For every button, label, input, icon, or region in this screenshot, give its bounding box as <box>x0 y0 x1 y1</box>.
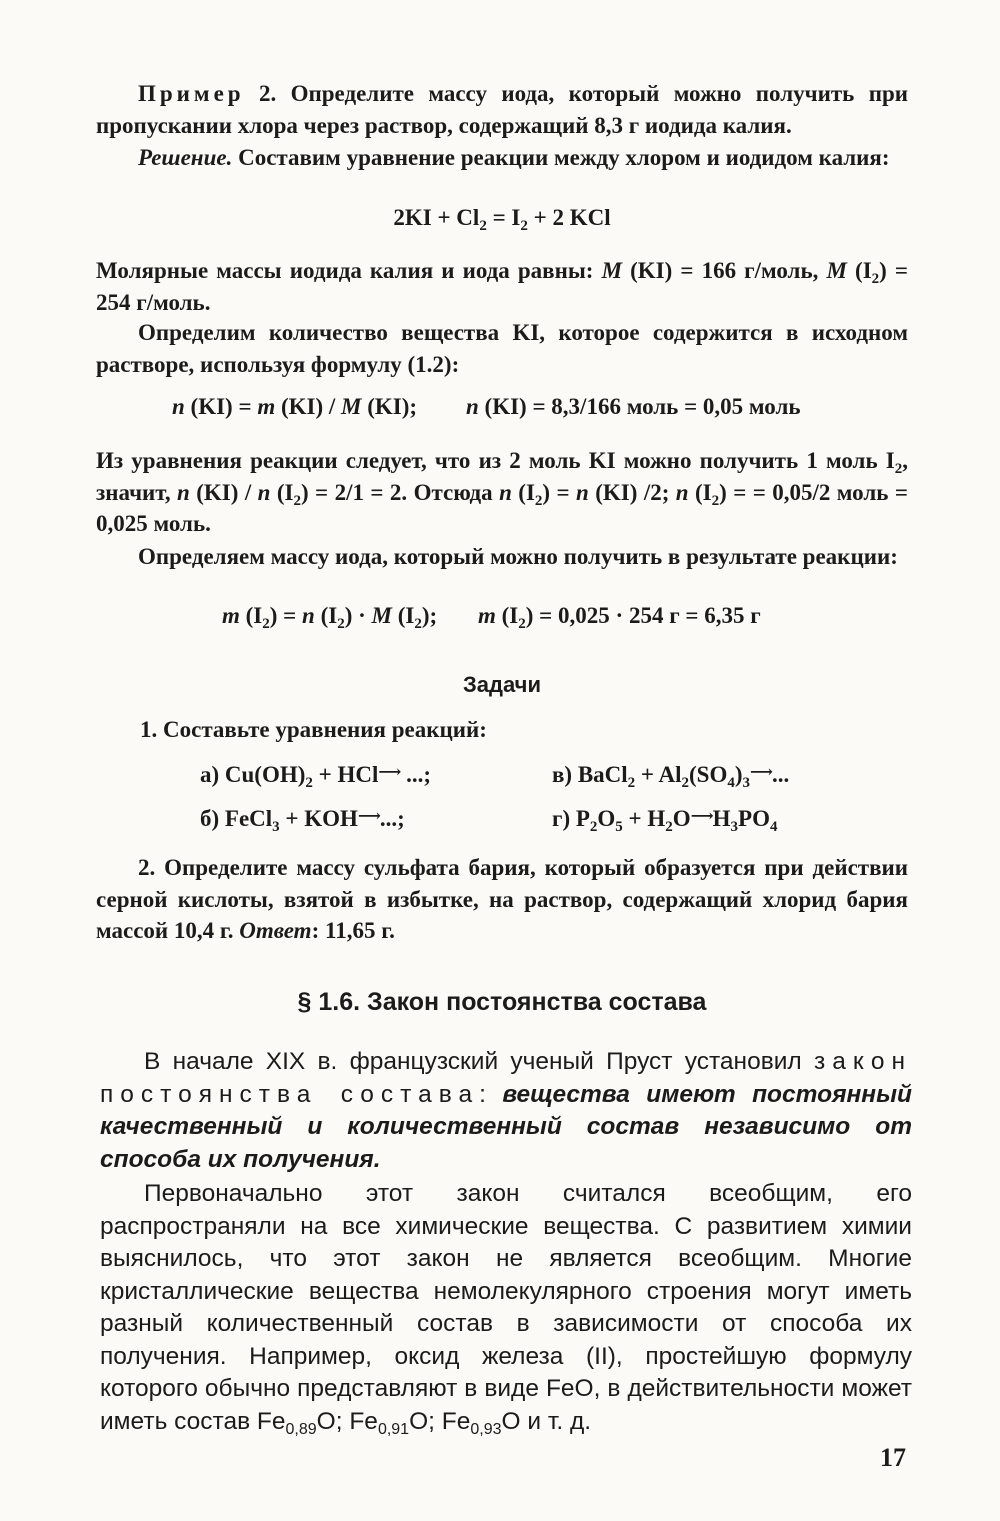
amount-calculation: n (KI) = 8,3/166 моль = 0,05 моль <box>466 394 801 419</box>
task-1-text: 1. Составьте уравнения реакций: <box>140 717 487 742</box>
task-1c: б) FeCl$_3$ + KOH⟶...; <box>200 806 405 835</box>
task-2: 2. Определите массу сульфата бария, который образуется при действии серной кислоты, взятой в избытке, на раствор, содержащий хлорид бария массой 10,4 г. Ответ: 11,65 г. <box>96 855 908 943</box>
task-1a: а) $Cu(OH)_2 + HCl^⟶$ ...; <box>200 762 432 791</box>
solution-paragraph <box>96 142 908 174</box>
amount-intro: Определим количество вещества KI, которое содержится в исходном растворе, используя формулу (1.2): <box>96 320 908 377</box>
task-1d: г) $P_2O_5 + H_2O^⟶H_3PO_4$ <box>552 806 778 835</box>
amount-formula: n (KI) = m (KI) / M (KI); <box>172 394 418 419</box>
section-heading: § 1.6. Закон постоянства состава <box>297 988 707 1016</box>
example-paragraph <box>96 78 908 141</box>
example-text: 2. Определите массу иода, который можно получить при пропускании хлора через раствор, содержащий 8,3 г иодида калия. <box>96 81 908 138</box>
mass-calculation: m $(I_2) = 0,025 \cdot 254$ г = 6,35 г <box>478 603 761 632</box>
mass-intro: Определяем массу иода, который можно получить в результате реакции: <box>138 544 898 569</box>
tasks-heading: Задачи <box>463 672 541 697</box>
law-paragraph: В начале XIX в. французский ученый Пруст установил закон постоянства состава: вещества имеют постоянный качественный и количественный состав независимо от способа их получения. <box>100 1048 912 1173</box>
solution-label: Решение. <box>138 145 233 170</box>
mass-formula: m $(I_2) = n$ $(I_2) \cdot M$ $(I_2)$; <box>222 603 438 632</box>
composition-paragraph: Первоначально этот закон считался всеобщим, его распространяли на все химические вещества. С развитием химии выяснилось, что этот закон не является всеобщим. Многие кристаллические вещества немолекулярного строения могут иметь разный количественный состав в зависимости от способа их получения. Например, оксид железа (II), простейшую формулу которого обычно представляют в виде FeO, в действительности может иметь состав $Fe_{0,89}O$; $Fe_{0,91}O$; $Fe_{0,93}O$ и т. д. <box>100 1180 912 1438</box>
molar-mass-paragraph: Молярные массы иодида калия и иода равны: M (KI) = 166 г/моль, M $(I_2) = 254$ г/моль. <box>96 258 908 315</box>
page-number: 17 <box>880 1443 906 1472</box>
example-label: Пример <box>138 81 245 106</box>
solution-text: Составим уравнение реакции между хлором и иодидом калия: <box>232 145 890 170</box>
task-1b: в) BaCl$_2$ + $Al_2(SO_4)_3^⟶$... <box>552 762 790 791</box>
reaction-equation: $2KI + Cl_2 = I_2 + 2$ KCl <box>393 205 611 234</box>
ratio-paragraph: Из уравнения реакции следует, что из 2 моль KI можно получить 1 моль $I_2$, значит, n (KI) / n $(I_2) = 2/1 = 2$. Отсюда n $(I_2) = n$ (KI) /2; n $(I_2)$ = = 0,05/2 моль = 0,025 моль. <box>96 448 908 536</box>
